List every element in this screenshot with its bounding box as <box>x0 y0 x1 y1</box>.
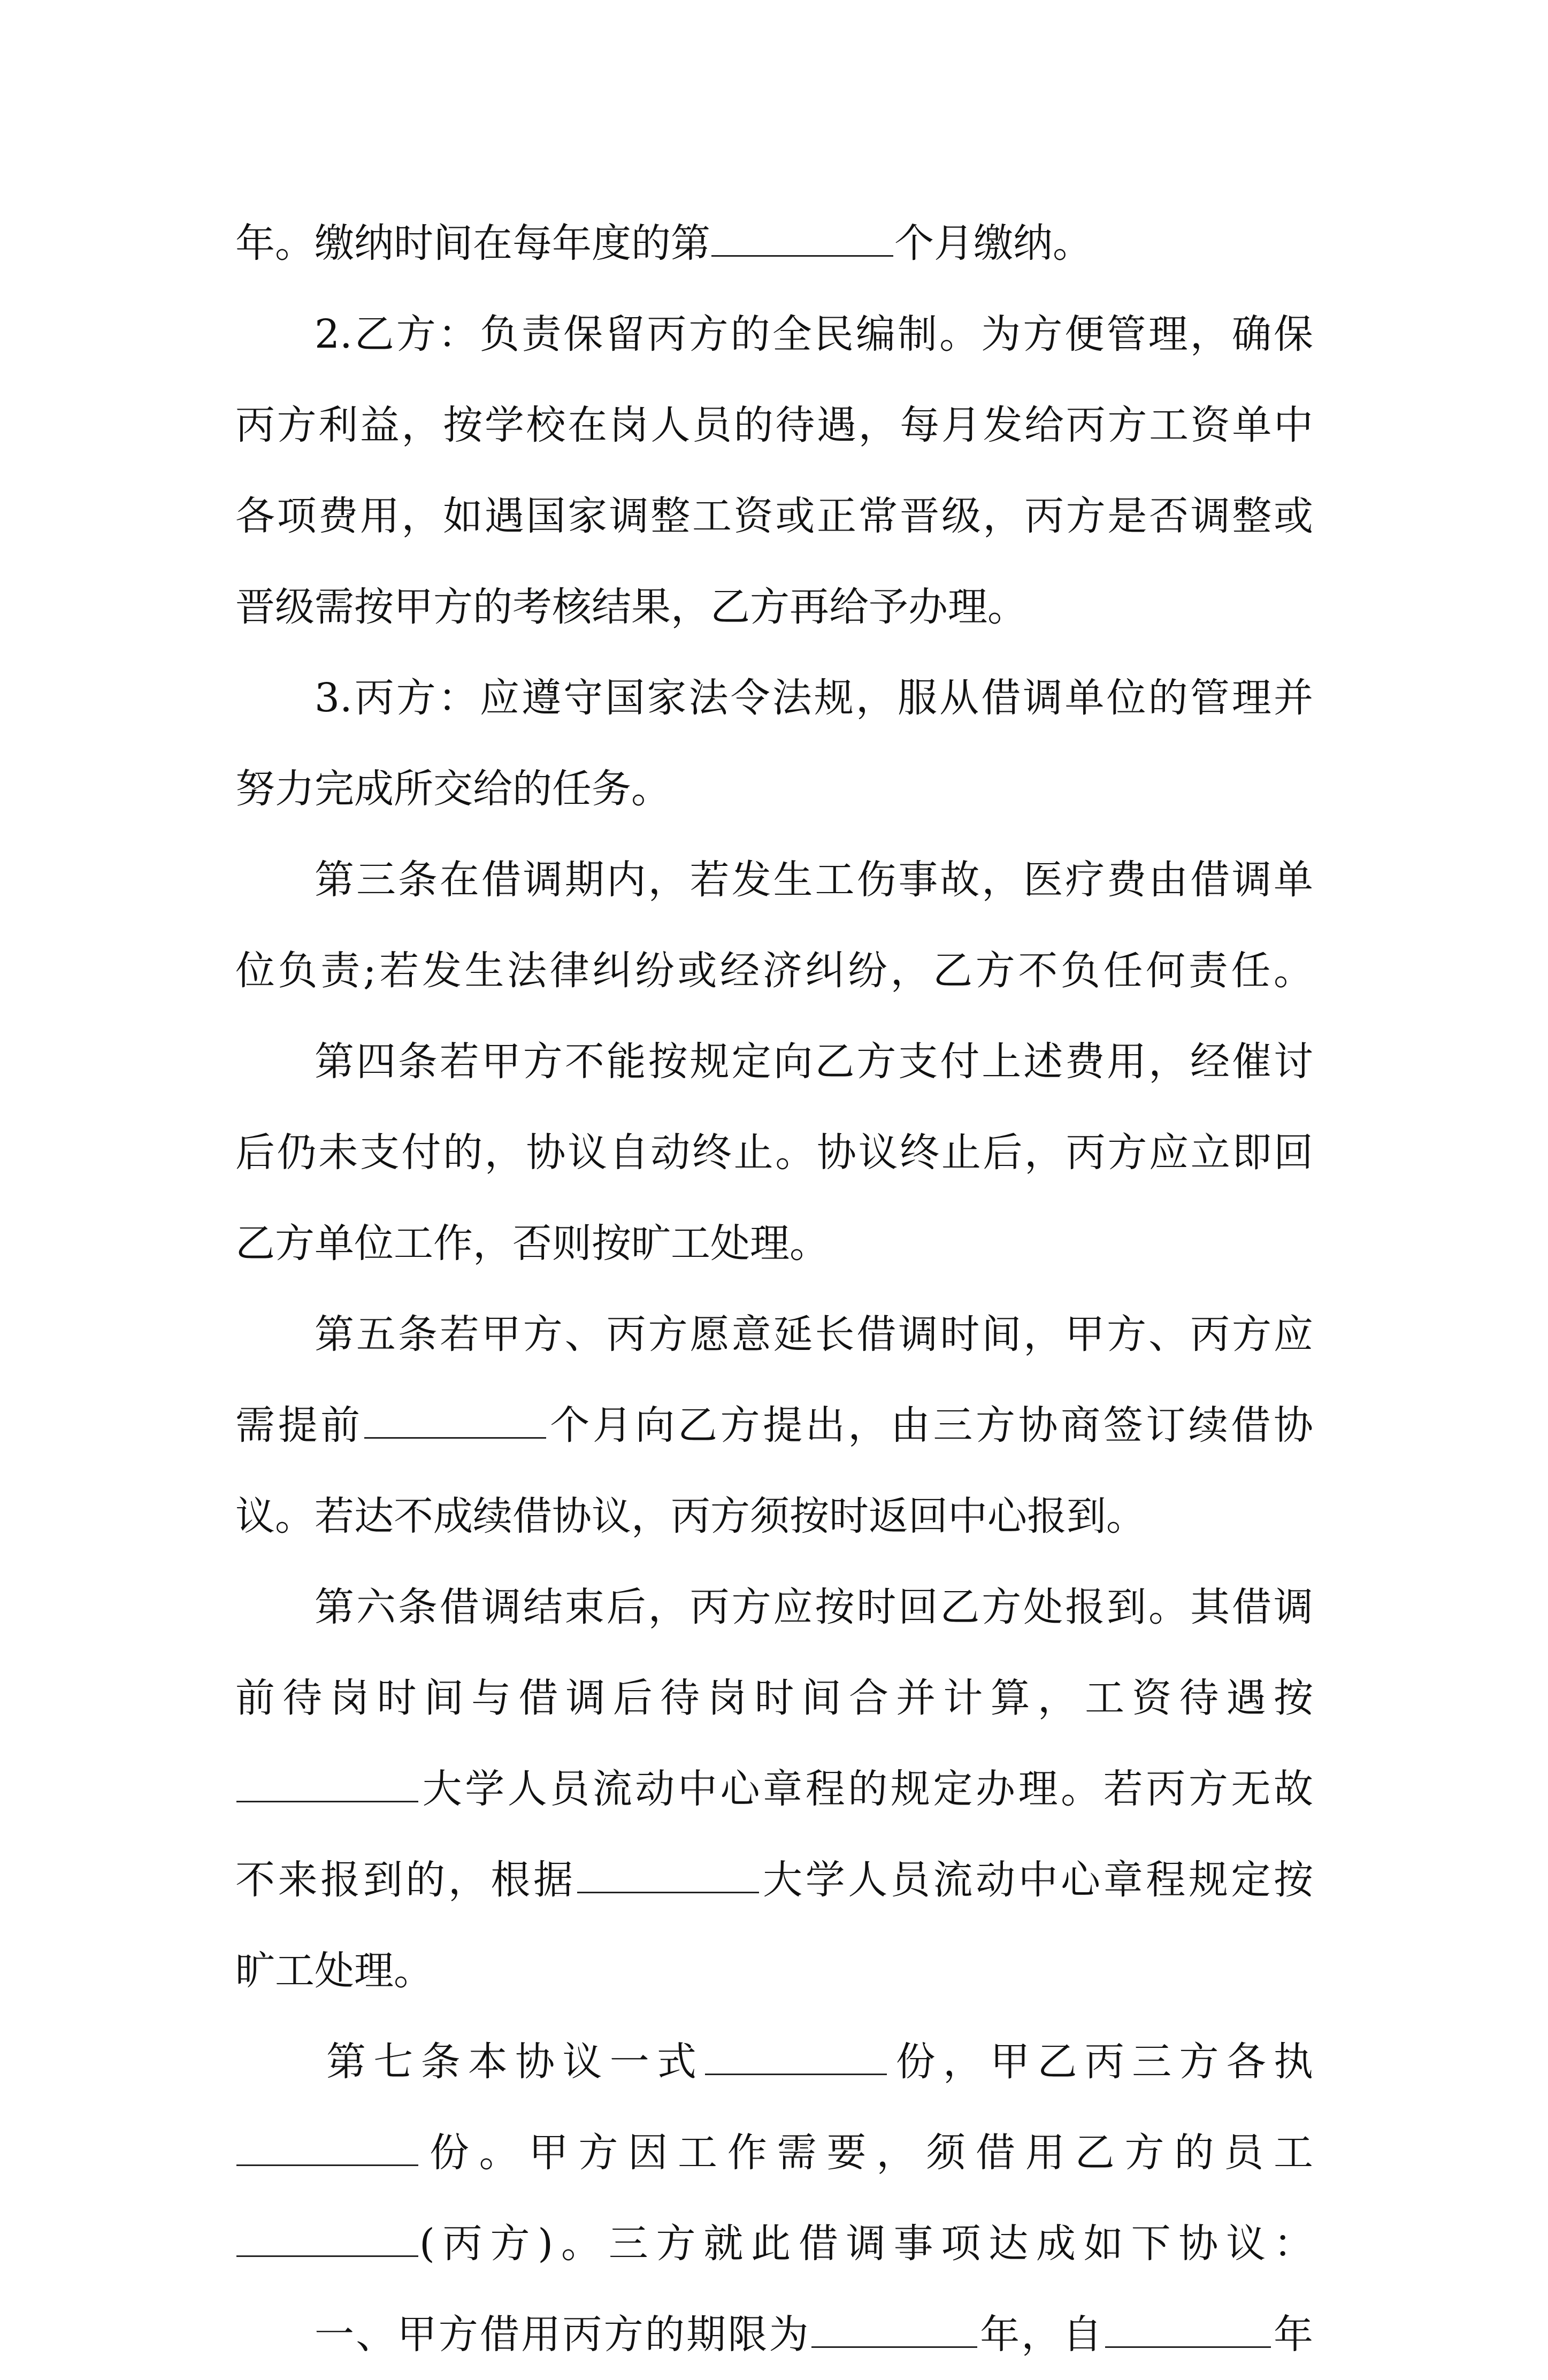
text-line: 不来报到的，根据 大学人员流动中心章程规定按 <box>235 1857 1314 1903</box>
text-line: 位负责;若发生法律纠纷或经济纠纷，乙方不负任何责任。 <box>235 948 1313 994</box>
text-line: 议。若达不成续借协议，丙方须按时返回中心报到。 <box>235 1493 1146 1539</box>
text-line: 后仍未支付的，协议自动终止。协议终止后，丙方应立即回 <box>235 1130 1313 1176</box>
text-line: 晋级需按甲方的考核结果，乙方再给予办理。 <box>235 584 1027 630</box>
text-line: 2.乙方：负责保留丙方的全民编制。为方便管理，确保 <box>315 311 1313 357</box>
text-line: 大学人员流动中心章程的规定办理。若丙方无故 <box>235 1744 1313 1834</box>
text-line: 第六条借调结束后，丙方应按时回乙方处报到。其借调 <box>315 1584 1313 1630</box>
text-line: 一、甲方借用丙方的期限为 年，自 年 <box>315 2312 1314 2358</box>
fill-in-blank[interactable] <box>811 2314 977 2348</box>
text-line: 需提前 个月向乙方提出，由三方协商签订续借协 <box>235 1402 1314 1448</box>
fill-in-blank[interactable] <box>236 1769 418 1802</box>
text-line: 前待岗时间与借调后待岗时间合并计算，工资待遇按 <box>235 1675 1313 1721</box>
fill-in-blank[interactable] <box>364 1405 546 1439</box>
fill-in-blank[interactable] <box>236 2132 418 2166</box>
fill-in-blank[interactable] <box>577 1860 759 1893</box>
text-line: 3.丙方：应遵守国家法令法规，服从借调单位的管理并 <box>315 675 1313 721</box>
text-line: 第四条若甲方不能按规定向乙方支付上述费用，经催讨 <box>315 1039 1313 1085</box>
text-line: 第五条若甲方、丙方愿意延长借调时间，甲方、丙方应 <box>315 1311 1313 1357</box>
fill-in-blank[interactable] <box>705 2041 887 2075</box>
text-line: 努力完成所交给的任务。 <box>235 766 671 812</box>
text-line: (丙方)。三方就此借调事项达成如下协议： <box>235 2198 1313 2289</box>
fill-in-blank[interactable] <box>1105 2314 1271 2348</box>
text-line: 第三条在借调期内，若发生工伤事故，医疗费由借调单 <box>315 857 1313 903</box>
text-line: 年。缴纳时间在每年度的第 个月缴纳。 <box>235 220 1092 266</box>
text-line: 丙方利益，按学校在岗人员的待遇，每月发给丙方工资单中 <box>235 402 1313 448</box>
text-line: 份。甲方因工作需要，须借用乙方的员工 <box>235 2107 1313 2198</box>
fill-in-blank[interactable] <box>236 2223 418 2257</box>
text-line: 第七条本协议一式 份，甲乙丙三方各执 <box>326 2039 1314 2085</box>
text-line: 各项费用，如遇国家调整工资或正常晋级，丙方是否调整或 <box>235 493 1313 539</box>
document-body <box>235 198 1313 2380</box>
text-line: 旷工处理。 <box>235 1948 433 1994</box>
fill-in-blank[interactable] <box>711 223 893 257</box>
text-line: 乙方单位工作，否则按旷工处理。 <box>235 1220 829 1266</box>
